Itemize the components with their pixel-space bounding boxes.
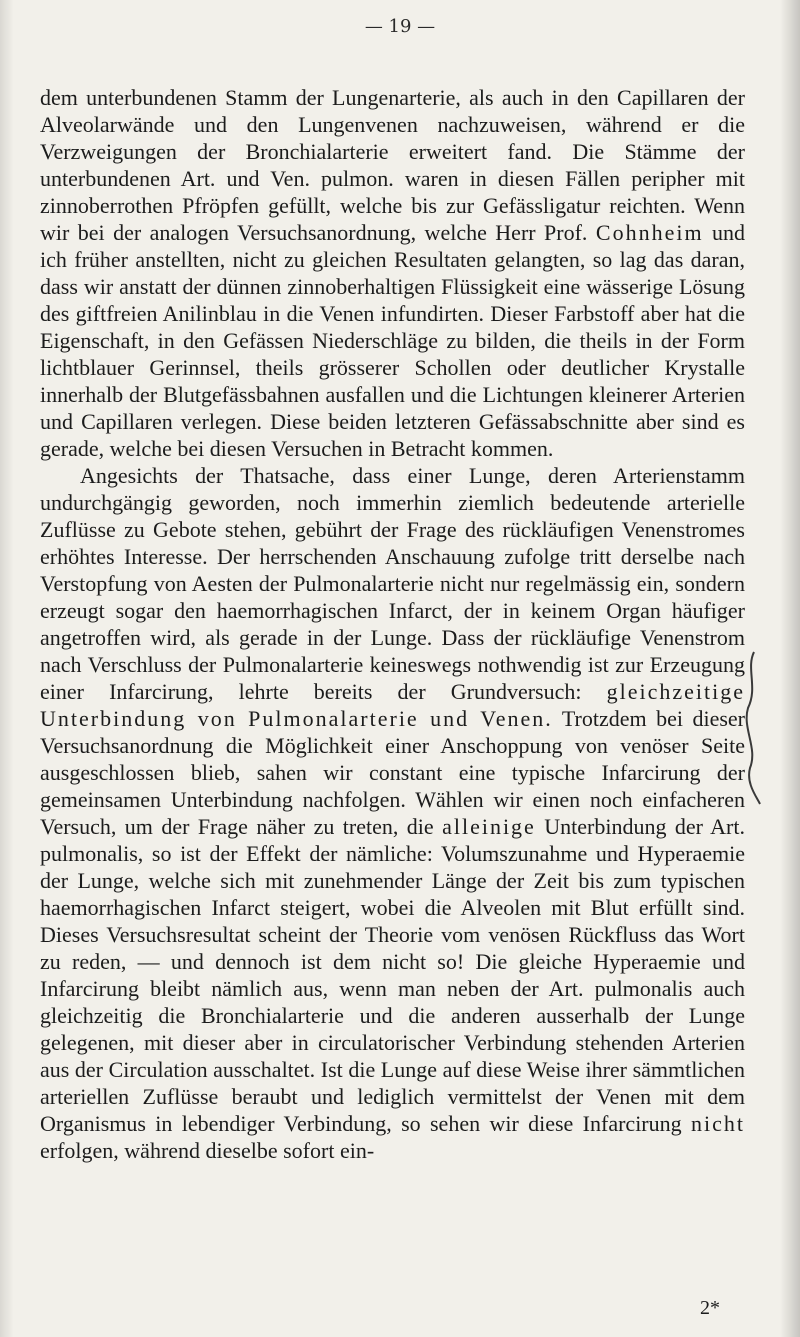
paragraph-2-text-b: Trotzdem bei dieser Versuchsanordnung die Möglichkeit einer Anschoppung von venöser Seite ausgeschlossen blieb, sahen wir constant eine typische Infarcirung der gemeinsamen Unterbindung nachfolgen. Wählen wir einen noch einfacheren Versuch, um der Frage näher zu treten, die [40, 706, 745, 839]
paragraph-1-text: dem unterbundenen Stamm der Lungenarterie, als auch in den Capillaren der Alveolarwände und den Lungenvenen nachzuweisen, während er die Verzweigungen der Bronchialarterie erweitert fand. Die Stämme der unterbundenen Art. und Ven. pulmon. waren in diesen Fällen peripher mit zinnoberrothen Pfröpfen gefüllt, welche bis zur Gefässligatur reichten. Wenn wir bei der analogen Versuchsanordnung, welche Herr Prof. [40, 85, 745, 245]
paragraph-2-text-c: Unterbindung der Art. pulmonalis, so ist der Effekt der nämliche: Volumszunahme und Hyperaemie der Lunge, welche sich mit zunehmender Länge der Zeit bis zum typischen haemorrhagischen Infarct steigert, wobei die Alveolen mit Blut erfüllt sind. Dieses Versuchsresultat scheint der Theorie vom venösen Rückfluss das Wort zu reden, — und dennoch ist dem nicht so! Die gleiche Hyperaemie und Infarcirung bleibt nämlich aus, wenn man neben der Art. pulmonalis auch gleichzeitig die Bronchialarterie und die anderen ausserhalb der Lunge gelegenen, mit dieser aber in circulatorischer Verbindung stehenden Arterien aus der Circulation ausschaltet. Ist die Lunge auf diese Weise ihrer sämmtlichen arteriellen Zuflüsse beraubt und lediglich vermittelst der Venen mit dem Organismus in lebendiger Verbindung, so sehen wir diese Infarcirung [40, 814, 745, 1136]
emphasis-b: alleinige [442, 814, 536, 839]
paragraph-2-text-a: Angesichts der Thatsache, dass einer Lunge, deren Arterienstamm undurchgängig geworden, noch immerhin ziemlich bedeutende arterielle Zuflüsse zu Gebote stehen, gebührt der Frage des rückläufigen Venenstromes erhöhtes Interesse. Der herrschenden Anschauung zufolge tritt derselbe nach Verstopfung von Aesten der Pulmonalarterie nicht nur regelmässig ein, sondern erzeugt sogar den haemorrhagischen Infarct, der in keinem Organ häufiger angetroffen wird, als gerade in der Lunge. Dass der rückläufige Venenstrom nach Verschluss der Pulmonalarterie keineswegs nothwendig ist zur Erzeugung einer Infarcirung, lehrte bereits der Grundversuch: [40, 463, 745, 704]
emphasis-c: nicht [691, 1111, 745, 1136]
emphasis-a: gleichzeitige Unterbindung von Pulmonalarterie und Venen. [40, 679, 745, 731]
author-name: Cohnheim [595, 220, 704, 245]
paragraph-1-text-after: und ich früher anstellten, nicht zu gleichen Resultaten gelangten, so lag das daran, dass wir anstatt der dünnen zinnoberhaltigen Flüssigkeit eine wässerige Lösung des giftfreien Anilinblau in die Venen infundirten. Dieser Farbstoff aber hat die Eigenschaft, in den Gefässen Niederschläge zu bilden, die theils in der Form lichtblauer Gerinnsel, theils grösserer Schollen oder deutlicher Krystalle innerhalb der Blutgefässbahnen ausfallen und die Lichtungen kleinerer Arterien und Capillaren verlegen. Diese beiden letzteren Gefässabschnitte aber sind es gerade, welche bei diesen Versuchen in Betracht kommen. [40, 220, 746, 461]
signature-mark: 2* [700, 1297, 720, 1319]
body-text [40, 84, 745, 1164]
paragraph-2 [40, 462, 745, 1164]
page-edge-shadow [780, 0, 800, 1337]
margin-bracket-mark [740, 648, 770, 808]
paragraph-1 [40, 84, 745, 462]
gutter-shadow [0, 0, 14, 1337]
paragraph-2-text-d: erfolgen, während dieselbe sofort ein- [40, 1138, 375, 1163]
page-number: — 19 — [364, 16, 436, 37]
